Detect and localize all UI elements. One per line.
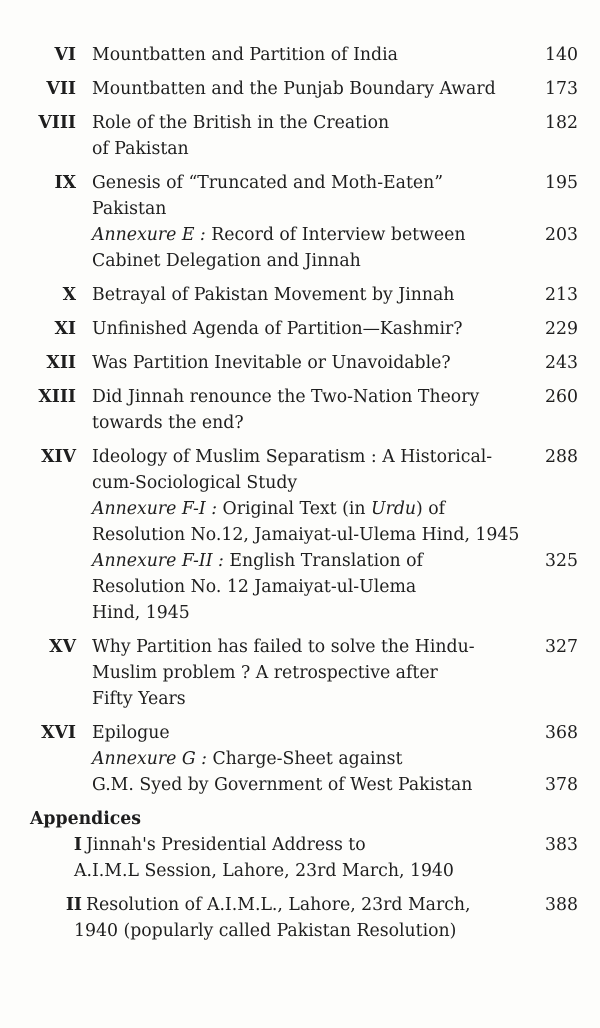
chapter-number: VI (54, 45, 76, 65)
toc-line (0, 316, 600, 342)
title-text: Resolution No.12, Jamaiyat-ul-Ulema Hind, 1945 (92, 525, 520, 545)
toc-line (0, 444, 600, 470)
chapter-number: XII (46, 353, 76, 373)
chapter-title (92, 600, 190, 626)
appendix-number: II (65, 895, 82, 915)
chapter-title (92, 248, 361, 274)
toc-line (0, 496, 600, 522)
chapter-title (92, 222, 466, 248)
page-number: 260 (545, 387, 578, 407)
chapter-title (92, 634, 475, 660)
title-text: cum-Sociological Study (92, 473, 298, 493)
chapter-title (92, 444, 492, 470)
chapter-title (92, 42, 398, 68)
page-number: 378 (545, 775, 578, 795)
chapter-title (92, 574, 416, 600)
title-text: Betrayal of Pakistan Movement by Jinnah (92, 285, 455, 305)
chapter-title (92, 76, 496, 102)
page-number: 195 (545, 173, 578, 193)
title-text: Muslim problem ? A retrospective after (92, 663, 438, 683)
appendix-entry (0, 832, 600, 884)
appendices-heading: Appendices (30, 809, 142, 829)
title-text: of Pakistan (92, 139, 189, 159)
chapter-title (92, 110, 389, 136)
page-number: 140 (545, 45, 578, 65)
annexure-label: Annexure F-I : (92, 499, 218, 519)
chapter-number: XI (54, 319, 76, 339)
appendix-title: 1940 (popularly called Pakistan Resolution) (74, 921, 457, 941)
page-number: 182 (545, 113, 578, 133)
toc-entry (0, 634, 600, 712)
toc-line (0, 384, 600, 410)
title-text: Was Partition Inevitable or Unavoidable? (92, 353, 451, 373)
chapter-title (92, 720, 170, 746)
toc-line (0, 470, 600, 496)
page-number: 203 (545, 225, 578, 245)
title-text: G.M. Syed by Government of West Pakistan (92, 775, 473, 795)
toc-line (0, 858, 600, 884)
chapter-number: IX (54, 173, 76, 193)
chapter-title (92, 686, 186, 712)
toc-line (0, 660, 600, 686)
toc-entry (0, 170, 600, 274)
title-text: Hind, 1945 (92, 603, 190, 623)
toc-entry (0, 444, 600, 626)
title-text: ) of (416, 499, 446, 519)
title-text: Genesis of “Truncated and Moth-Eaten” (92, 173, 444, 193)
title-text: Original Text (in (217, 499, 372, 519)
title-text: Role of the British in the Creation (92, 113, 390, 133)
chapter-title (92, 196, 166, 222)
toc-line (0, 222, 600, 248)
toc-entry (0, 110, 600, 162)
toc-entry (0, 350, 600, 376)
appendix-title: Resolution of A.I.M.L., Lahore, 23rd March, (86, 895, 471, 915)
title-text: towards the end? (92, 413, 244, 433)
toc-entry (0, 282, 600, 308)
page-number: 325 (545, 551, 578, 571)
title-text: Pakistan (92, 199, 167, 219)
toc-line (0, 136, 600, 162)
toc-line (0, 574, 600, 600)
chapter-title (92, 772, 472, 798)
chapter-title (92, 316, 463, 342)
title-text: Record of Interview between (205, 225, 466, 245)
page-number: 229 (545, 319, 578, 339)
toc-line (0, 196, 600, 222)
toc-entry (0, 384, 600, 436)
chapter-title (92, 170, 443, 196)
chapter-title (92, 136, 189, 162)
chapter-number: VII (46, 79, 76, 99)
toc-line (0, 42, 600, 68)
title-text: Did Jinnah renounce the Two-Nation Theory (92, 387, 480, 407)
page-number: 173 (545, 79, 578, 99)
chapter-title (92, 496, 445, 522)
chapter-number: XVI (41, 723, 76, 743)
title-text: Cabinet Delegation and Jinnah (92, 251, 361, 271)
title-text: Charge-Sheet against (206, 749, 403, 769)
annexure-label: Annexure E : (92, 225, 206, 245)
toc-line (0, 248, 600, 274)
page-number: 388 (545, 895, 578, 915)
toc-entry (0, 76, 600, 102)
chapter-title (92, 410, 244, 436)
chapter-title (92, 350, 451, 376)
chapter-title (92, 746, 403, 772)
table-of-contents (0, 42, 600, 952)
toc-line (0, 634, 600, 660)
toc-entry (0, 42, 600, 68)
appendix-title: A.I.M.L Session, Lahore, 23rd March, 1940 (74, 861, 454, 881)
toc-line (0, 832, 600, 858)
chapter-number: X (62, 285, 76, 305)
page-number: 368 (545, 723, 578, 743)
chapter-title (92, 522, 519, 548)
title-text: Unfinished Agenda of Partition—Kashmir? (92, 319, 463, 339)
chapter-title (92, 384, 479, 410)
title-text: Ideology of Muslim Separatism : A Historical- (92, 447, 493, 467)
title-text: English Translation of (223, 551, 423, 571)
title-text: Why Partition has failed to solve the Hindu- (92, 637, 475, 657)
appendix-number: I (73, 835, 82, 855)
toc-line (0, 746, 600, 772)
title-text: Mountbatten and Partition of India (92, 45, 398, 65)
page-number: 288 (545, 447, 578, 467)
page-number: 243 (545, 353, 578, 373)
title-text: Resolution No. 12 Jamaiyat-ul-Ulema (92, 577, 417, 597)
chapter-title (92, 548, 423, 574)
chapter-title (92, 282, 454, 308)
toc-line (0, 918, 600, 944)
toc-line (0, 720, 600, 746)
toc-line (0, 76, 600, 102)
chapter-number: XV (49, 637, 76, 657)
appendix-title: Jinnah's Presidential Address to (86, 835, 366, 855)
toc-line (0, 350, 600, 376)
toc-line (0, 110, 600, 136)
toc-line (0, 772, 600, 798)
title-text: Fifty Years (92, 689, 186, 709)
annexure-label: Urdu (371, 499, 417, 519)
title-text: Epilogue (92, 723, 170, 743)
page-number: 327 (545, 637, 578, 657)
title-text: Mountbatten and the Punjab Boundary Award (92, 79, 496, 99)
chapter-number: XIII (38, 387, 76, 407)
toc-line (0, 686, 600, 712)
toc-line (0, 282, 600, 308)
toc-entry (0, 720, 600, 798)
toc-line (0, 410, 600, 436)
chapter-title (92, 470, 297, 496)
page-number: 213 (545, 285, 578, 305)
annexure-label: Annexure F-II : (92, 551, 224, 571)
toc-line (0, 548, 600, 574)
chapter-number: VIII (38, 113, 76, 133)
chapter-title (92, 660, 438, 686)
page-number: 383 (545, 835, 578, 855)
toc-line (0, 892, 600, 918)
chapter-number: XIV (41, 447, 76, 467)
toc-line (0, 600, 600, 626)
annexure-label: Annexure G : (92, 749, 207, 769)
toc-entry (0, 316, 600, 342)
toc-line (0, 522, 600, 548)
toc-line (0, 170, 600, 196)
appendix-entry (0, 892, 600, 944)
